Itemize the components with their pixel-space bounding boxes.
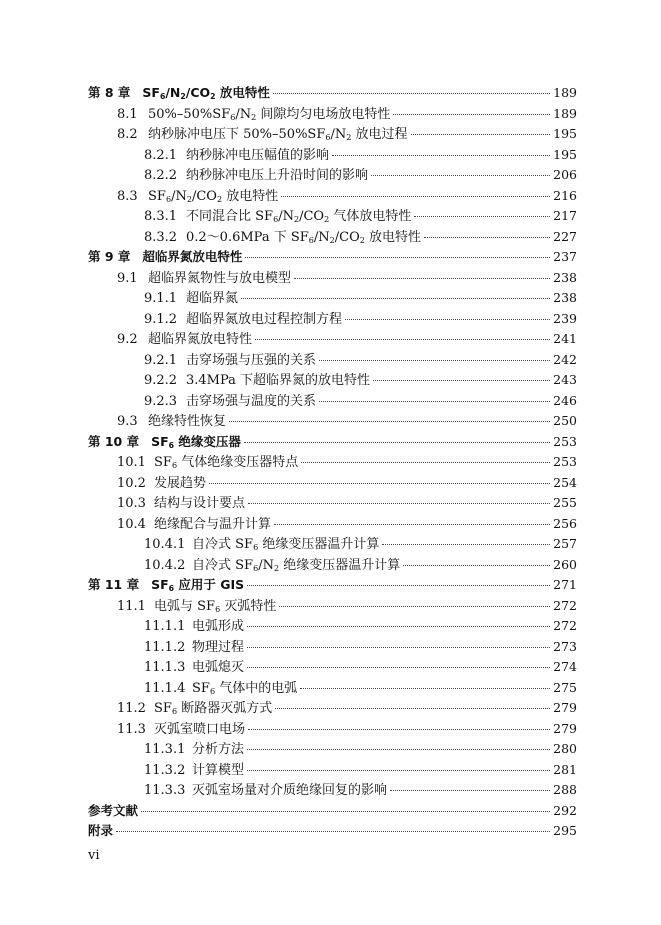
toc-entry-page: 274 (553, 659, 577, 674)
toc-entry-number: 9.3 (117, 414, 138, 429)
dot-leader (116, 830, 550, 832)
toc-section-entry[interactable] (88, 124, 577, 145)
dot-leader (301, 461, 550, 463)
toc-entry-number: 9.2.2 (144, 373, 178, 388)
toc-entry-title: 发展趋势 (154, 475, 207, 491)
toc-entry-number: 11.1.3 (144, 660, 186, 675)
dot-leader (424, 236, 550, 238)
toc-entry-page: 280 (553, 741, 577, 756)
toc-subsection-entry[interactable] (88, 227, 577, 248)
toc-entry-title: 超临界氮放电特性 (142, 249, 243, 264)
toc-entry-page: 195 (553, 146, 577, 162)
toc-entry-title: 参考文献 (88, 802, 139, 818)
toc-section-entry[interactable] (88, 329, 577, 350)
toc-entry-page: 260 (553, 556, 577, 572)
toc-entry-page: 272 (553, 597, 577, 613)
toc-entry-page: 288 (553, 782, 577, 797)
toc-section-entry[interactable] (88, 493, 577, 514)
toc-entry-number: 11.1.2 (144, 639, 186, 655)
page-number: vi (88, 848, 100, 863)
toc-entry-title: 灭弧室喷口电场 (154, 721, 246, 737)
toc-section-entry[interactable] (88, 473, 577, 494)
toc-entry-number: 11.3.2 (144, 762, 186, 778)
toc-chapter-entry[interactable] (88, 83, 577, 104)
toc-entry-page: 281 (553, 761, 577, 777)
dot-leader (382, 543, 550, 545)
toc-subsection-entry[interactable] (88, 637, 577, 658)
dot-leader (229, 420, 550, 422)
dot-leader (390, 789, 550, 791)
toc-entry-page: 292 (553, 802, 577, 818)
toc-entry-title: 纳秒脉冲电压幅值的影响 (186, 147, 330, 163)
toc-entry-page: 279 (553, 700, 577, 715)
toc-entry-number: 11.1.1 (144, 619, 186, 634)
toc-chapter-entry[interactable] (88, 432, 577, 453)
toc-entry-number: 9.2 (117, 332, 138, 347)
toc-entry-number: 11.2 (117, 701, 146, 716)
toc-entry-title: 击穿场强与温度的关系 (186, 393, 317, 409)
dot-leader (247, 646, 550, 648)
toc-entry-page: 216 (553, 187, 577, 203)
toc-entry-title: 超临界氮放电过程控制方程 (186, 311, 343, 327)
toc-entry-page: 195 (553, 126, 577, 141)
dot-leader (274, 523, 550, 525)
toc-entry-number: 8.2 (117, 127, 138, 142)
toc-entry-number: 10.2 (117, 475, 146, 491)
toc-entry-page: 253 (553, 454, 577, 469)
toc-entry-number: 11.3 (117, 721, 146, 737)
toc-entry-title: $SF_6$ 断路器灭弧方式 (154, 701, 273, 716)
dot-leader (281, 195, 550, 197)
toc-entry-title: $SF_6$ 气体绝缘变压器特点 (154, 455, 299, 470)
toc-entry-title: 灭弧室场量对介质绝缘回复的影响 (192, 783, 388, 798)
dot-leader (411, 133, 551, 135)
toc-entry-title: $SF_6/N_2/CO_2$ 放电特性 (142, 85, 270, 101)
toc-entry-page: 242 (553, 351, 577, 367)
toc-entry-number: 第 10 章 (88, 433, 140, 449)
toc-entry-page: 246 (553, 392, 577, 408)
toc-entry-title: $SF_6$ 应用于 GIS (151, 577, 245, 593)
dot-leader (247, 666, 550, 668)
toc-entry-page: 253 (553, 433, 577, 449)
toc-subsection-entry[interactable] (88, 370, 577, 391)
dot-leader (247, 748, 550, 750)
toc-entry-title: 电弧熄灭 (192, 660, 245, 675)
dot-leader (279, 605, 550, 607)
toc-entry-number: 11.1.4 (144, 680, 186, 696)
toc-entry-number: 8.2.2 (144, 168, 178, 183)
toc-entry-number: 9.1.2 (144, 311, 178, 327)
toc-entry-number: 10.4.1 (144, 537, 186, 552)
toc-entry-number: 10.4 (117, 516, 146, 532)
toc-entry-number: 第 11 章 (88, 577, 140, 592)
toc-entry-page: 241 (553, 331, 577, 346)
toc-entry-page: 255 (553, 495, 577, 510)
toc-section-entry[interactable] (88, 411, 577, 432)
toc-entry-title: 分析方法 (192, 742, 245, 757)
toc-entry-page: 272 (553, 618, 577, 633)
toc-entry-title: $SF_6$ 气体中的电弧 (192, 680, 298, 696)
dot-leader (244, 441, 550, 443)
toc-entry-page: 239 (553, 310, 577, 326)
toc-entry-number: 10.1 (117, 455, 146, 470)
toc-entry-title: 超临界氮物性与放电模型 (148, 270, 292, 286)
toc-chapter-entry[interactable] (88, 575, 577, 596)
toc-subsection-entry[interactable] (88, 206, 577, 227)
toc-entry-number: 11.1 (117, 598, 146, 614)
toc-section-entry[interactable] (88, 104, 577, 125)
toc-entry-title: $50\%-50\%SF_6/N_2$ 间隙均匀电场放电特性 (148, 106, 391, 122)
dot-leader (247, 625, 550, 627)
toc-entry-number: 8.3.2 (144, 229, 178, 245)
toc-entry-title: 绝缘特性恢复 (148, 414, 227, 429)
toc-entry-number: 9.1.1 (144, 291, 178, 306)
toc-entry-number: 10.3 (117, 496, 146, 511)
toc-entry-page: 275 (553, 679, 577, 695)
dot-leader (319, 359, 550, 361)
dot-leader (273, 92, 550, 94)
table-of-contents (88, 83, 577, 842)
toc-entry-title: 绝缘配合与温升计算 (154, 516, 272, 532)
toc-entry-number: 10.4.2 (144, 557, 186, 573)
toc-subsection-entry[interactable] (88, 555, 577, 576)
toc-subsection-entry[interactable] (88, 165, 577, 186)
toc-subsection-entry[interactable] (88, 739, 577, 760)
dot-leader (345, 318, 550, 320)
toc-entry-number: 8.1 (117, 106, 138, 122)
dot-leader (393, 113, 550, 115)
toc-entry-page: 189 (553, 105, 577, 121)
toc-section-entry[interactable] (88, 596, 577, 617)
toc-entry-title: 电弧与 $SF_6$ 灭弧特性 (154, 598, 277, 614)
toc-entry-title: 不同混合比 $SF_6/N_2/CO_2$ 气体放电特性 (186, 209, 412, 224)
toc-entry-number: 8.3.1 (144, 209, 178, 224)
toc-entry-title: $SF_6/N_2/CO_2$ 放电特性 (148, 188, 279, 204)
toc-entry-number: 9.2.1 (144, 352, 178, 368)
toc-subsection-entry[interactable] (88, 145, 577, 166)
dot-leader (248, 728, 550, 730)
dot-leader (373, 379, 550, 381)
toc-subsection-entry[interactable] (88, 780, 577, 801)
toc-entry-page: 238 (553, 290, 577, 305)
toc-entry-number: 9.2.3 (144, 393, 178, 409)
dot-leader (255, 338, 550, 340)
toc-entry-page: 243 (553, 372, 577, 387)
toc-entry-title: 纳秒脉冲电压下 $50\%-50\%SF_6/N_2$ 放电过程 (148, 127, 408, 142)
dot-leader (247, 769, 550, 771)
toc-entry-title: 附录 (88, 823, 114, 838)
dot-leader (275, 707, 550, 709)
toc-entry-title: 自冷式 $SF_6/N_2$ 绝缘变压器温升计算 (192, 557, 401, 573)
toc-entry-title: 击穿场强与压强的关系 (186, 352, 317, 368)
toc-entry-page: 295 (553, 823, 577, 838)
toc-subsection-entry[interactable] (88, 309, 577, 330)
toc-subsection-entry[interactable] (88, 678, 577, 699)
toc-entry-title: 超临界氮放电特性 (148, 332, 253, 347)
toc-section-entry[interactable] (88, 452, 577, 473)
toc-entry-number: 9.1 (117, 270, 138, 286)
toc-chapter-entry[interactable] (88, 247, 577, 268)
toc-chapter-entry[interactable] (88, 821, 577, 842)
toc-entry-page: 250 (553, 413, 577, 428)
toc-section-entry[interactable] (88, 186, 577, 207)
toc-subsection-entry[interactable] (88, 760, 577, 781)
toc-entry-number: 11.3.1 (144, 742, 186, 757)
toc-section-entry[interactable] (88, 698, 577, 719)
toc-entry-page: 257 (553, 536, 577, 551)
toc-subsection-entry[interactable] (88, 391, 577, 412)
toc-section-entry[interactable] (88, 719, 577, 740)
dot-leader (245, 256, 550, 258)
toc-subsection-entry[interactable] (88, 616, 577, 637)
dot-leader (141, 810, 550, 812)
toc-entry-page: 227 (553, 228, 577, 244)
toc-entry-number: 8.3 (117, 188, 138, 204)
dot-leader (300, 687, 550, 689)
toc-entry-number: 8.2.1 (144, 147, 178, 163)
dot-leader (371, 174, 550, 176)
toc-entry-page: 189 (553, 85, 577, 100)
dot-leader (403, 564, 550, 566)
toc-entry-page: 217 (553, 208, 577, 223)
toc-entry-page: 256 (553, 515, 577, 531)
toc-subsection-entry[interactable] (88, 657, 577, 678)
toc-entry-number: 第 9 章 (88, 249, 131, 264)
toc-entry-title: 计算模型 (192, 762, 245, 778)
toc-entry-title: 纳秒脉冲电压上升沿时间的影响 (186, 168, 369, 183)
dot-leader (319, 400, 550, 402)
dot-leader (247, 584, 550, 586)
dot-leader (332, 154, 550, 156)
dot-leader (209, 482, 550, 484)
toc-section-entry[interactable] (88, 514, 577, 535)
toc-entry-title: 3.4MPa 下超临界氮的放电特性 (186, 373, 371, 388)
toc-section-entry[interactable] (88, 268, 577, 289)
toc-subsection-entry[interactable] (88, 288, 577, 309)
toc-entry-title: 0.2～0.6MPa 下 $SF_6/N_2/CO_2$ 放电特性 (186, 229, 422, 245)
toc-entry-page: 254 (553, 474, 577, 490)
toc-entry-title: 结构与设计要点 (154, 496, 246, 511)
toc-entry-page: 271 (553, 577, 577, 592)
toc-entry-title: 物理过程 (192, 639, 245, 655)
toc-entry-page: 279 (553, 720, 577, 736)
toc-entry-title: $SF_6$ 绝缘变压器 (151, 433, 241, 450)
toc-entry-number: 第 8 章 (88, 85, 131, 100)
toc-entry-page: 238 (553, 269, 577, 285)
toc-subsection-entry[interactable] (88, 534, 577, 555)
dot-leader (414, 215, 550, 217)
toc-entry-title: 自冷式 $SF_6$ 绝缘变压器温升计算 (192, 537, 380, 552)
toc-entry-title: 电弧形成 (192, 619, 245, 634)
toc-subsection-entry[interactable] (88, 350, 577, 371)
toc-entry-page: 206 (553, 167, 577, 182)
toc-entry-page: 273 (553, 638, 577, 654)
toc-entry-page: 237 (553, 249, 577, 264)
toc-entry-number: 11.3.3 (144, 783, 186, 798)
dot-leader (294, 277, 550, 279)
dot-leader (248, 502, 550, 504)
toc-entry-title: 超临界氮 (186, 291, 239, 306)
toc-chapter-entry[interactable] (88, 801, 577, 822)
dot-leader (241, 297, 550, 299)
